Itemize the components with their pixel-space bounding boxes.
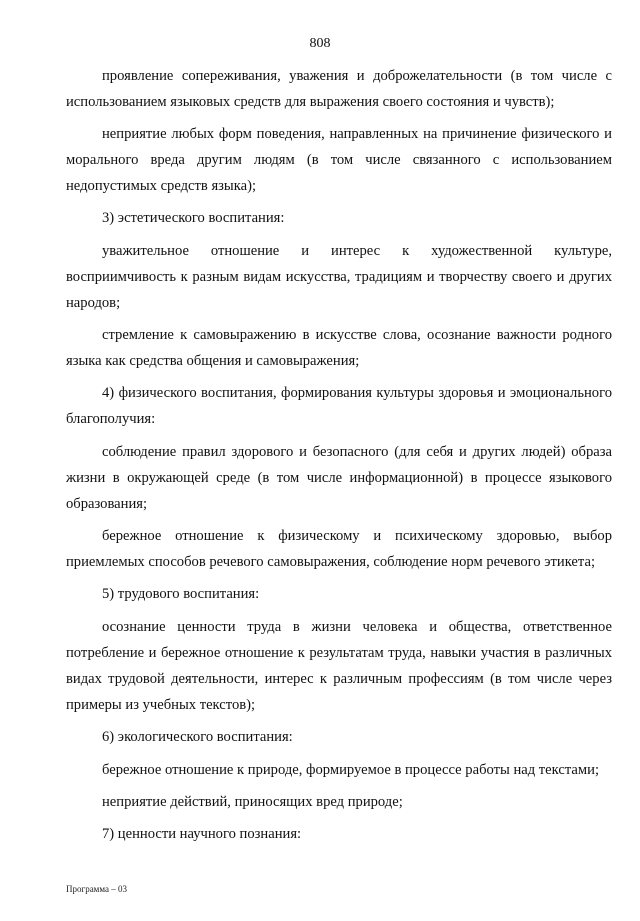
section-heading-physical: 4) физического воспитания, формирования культуры здоровья и эмоционального благополучия: — [66, 385, 612, 427]
paragraph-empathy: проявление сопереживания, уважения и доброжелательности (в том числе с использованием языковых средств для выражения своего состояния и чувств); — [66, 68, 612, 110]
paragraph-self-expression: стремление к самовыражению в искусстве слова, осознание важности родного языка как средства общения и самовыражения; — [66, 327, 612, 369]
document-body — [66, 63, 612, 854]
section-heading-aesthetic: 3) эстетического воспитания: — [102, 210, 285, 226]
paragraph-nature-harm: неприятие действий, приносящих вред природе; — [102, 794, 403, 810]
paragraph-health-care: бережное отношение к физическому и психическому здоровью, выбор приемлемых способов речевого самовыражения, соблюдение норм речевого этикета; — [66, 528, 612, 570]
paragraph-labor-value: осознание ценности труда в жизни человека и общества, ответственное потребление и бережное отношение к результатам труда, навыки участия в различных видах трудовой деятельности, интерес к различным профессиям (в том числе через примеры из учебных текстов); — [66, 619, 612, 713]
paragraph-art-culture: уважительное отношение и интерес к художественной культуре, восприимчивость к разным видам искусства, традициям и творчеству своего и других народов; — [66, 243, 612, 311]
section-heading-ecological: 6) экологического воспитания: — [102, 729, 293, 745]
section-heading-labor: 5) трудового воспитания: — [102, 586, 260, 602]
paragraph-rejection-harm: неприятие любых форм поведения, направленных на причинение физического и морального вреда другим людям (в том числе связанного с использованием недопустимых средств языка); — [66, 126, 612, 194]
page-number: 808 — [309, 36, 331, 51]
section-heading-scientific: 7) ценности научного познания: — [102, 826, 302, 842]
paragraph-nature-care: бережное отношение к природе, формируемое в процессе работы над текстами; — [102, 762, 599, 778]
footer-label: Программа – 03 — [66, 884, 128, 894]
paragraph-healthy-lifestyle: соблюдение правил здорового и безопасного (для себя и других людей) образа жизни в окружающей среде (в том числе информационной) в процессе языкового образования; — [66, 444, 612, 512]
